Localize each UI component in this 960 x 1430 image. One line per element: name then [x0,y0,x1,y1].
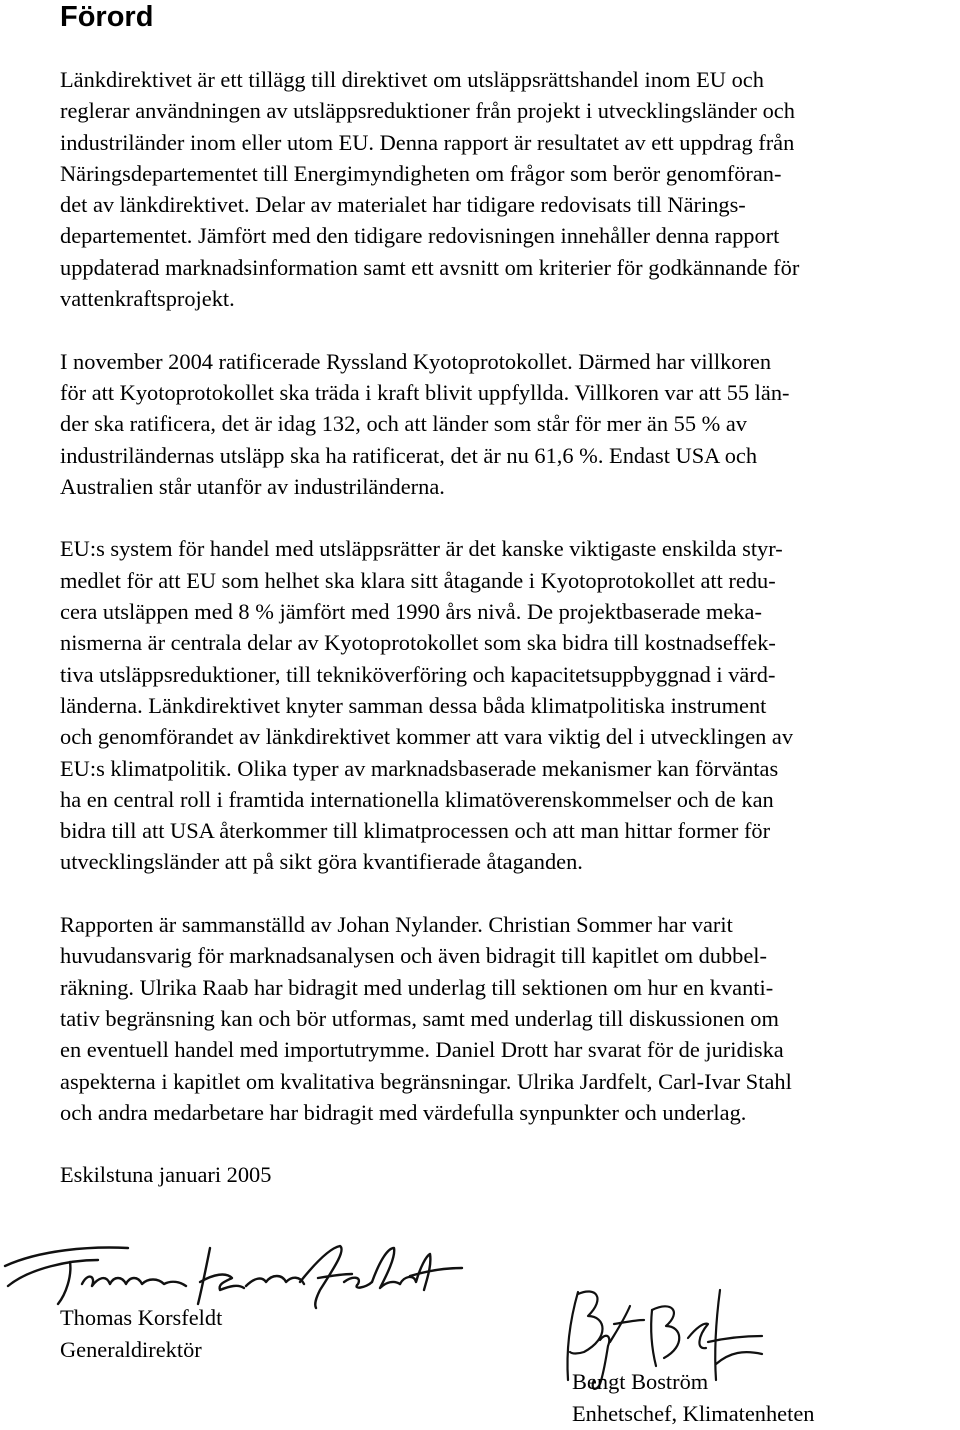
signatory-name: Thomas Korsfeldt [60,1305,223,1330]
text-line: cera utsläppen med 8 % jämfört med 1990 års nivå. De projektbaserade meka- [60,599,762,625]
text-line: bidra till att USA återkommer till klimatprocessen och att man hittar former för [60,818,771,844]
text-line: I november 2004 ratificerade Ryssland Kyotoprotokollet. Därmed har villkoren [60,348,772,374]
text-line: EU:s system för handel med utsläppsrätter är det kanske viktigaste enskilda styr- [60,536,783,562]
text-line: räkning. Ulrika Raab har bidragit med underlag till sektionen om hur en kvanti- [60,974,774,1000]
text-line: tiva utsläppsreduktioner, till tekniköverföring och kapacitetsuppbyggnad i värd- [60,661,776,687]
paragraph [60,346,960,502]
text-line: departementet. Jämfört med den tidigare redovisningen innehåller denna rapport [60,223,780,249]
text-line: EU:s klimatpolitik. Olika typer av marknadsbaserade mekanismer kan förväntas [60,755,779,781]
text-line: Eskilstuna januari 2005 [60,1162,272,1188]
text-line: huvudansvarig för marknadsanalysen och även bidragit till kapitlet om dubbel- [60,943,767,969]
text-line: medlet för att EU som helhet ska klara sitt åtagande i Kyotoprotokollet att redu- [60,567,776,593]
text-line: reglerar användningen av utsläppsreduktioner från projekt i utvecklingsländer och [60,98,795,124]
signatory-name: Bengt Boström [572,1369,709,1394]
text-line: en eventuell handel med importutrymme. Daniel Drott har svarat för de juridiska [60,1037,784,1063]
text-line: Länkdirektivet är ett tillägg till direktivet om utsläppsrättshandel inom EU och [60,67,764,92]
text-line: länderna. Länkdirektivet knyter samman dessa båda klimatpolitiska instrument [60,692,767,718]
text-line: industriländernas utsläpp ska ha ratificerat, det är nu 61,6 %. Endast USA och [60,442,758,468]
text-line: der ska ratificera, det är idag 132, och att länder som står för mer än 55 % av [60,411,747,437]
text-line: och andra medarbetare har bidragit med värdefulla synpunkter och underlag. [60,1099,747,1125]
text-line: och genomförandet av länkdirektivet kommer att vara viktig del i utvecklingen av [60,724,794,750]
text-line: utvecklingsländer att på sikt göra kvantifierade åtaganden. [60,849,583,875]
text-line: för att Kyotoprotokollet ska träda i kraft blivit uppfyllda. Villkoren var att 55 län- [60,379,790,405]
signatory-bostrom [572,1366,814,1430]
page-title: Förord [60,1,154,33]
text-line: tativ begränsning kan och bör utformas, samt med underlag till diskussionen om [60,1005,779,1031]
paragraph [60,64,960,314]
signatory-role: Enhetschef, Klimatenheten [572,1401,815,1426]
text-line: vattenkraftsprojekt. [60,286,235,312]
text-line: Rapporten är sammanställd av Johan Nylander. Christian Sommer har varit [60,912,733,938]
signatory-role: Generaldirektör [60,1337,202,1362]
paragraph [60,909,960,1128]
text-line: aspekterna i kapitlet om kvalitativa begränsningar. Ulrika Jardfelt, Carl-Ivar Stahl [60,1068,792,1094]
paragraph [60,533,960,877]
text-line: Australien står utanför av industriländerna. [60,473,445,499]
text-line: industriländer inom eller utom EU. Denna rapport är resultatet av ett uppdrag från [60,129,795,155]
body-text [60,64,960,1222]
text-line: Näringsdepartementet till Energimyndigheten om frågor som berör genomföran- [60,160,782,186]
text-line: nismerna är centrala delar av Kyotoprotokollet som ska bidra till kostnadseffek- [60,630,776,656]
signatory-korsfeldt [60,1302,222,1366]
signature-korsfeldt-image [0,1238,470,1310]
text-line: uppdaterad marknadsinformation samt ett avsnitt om kriterier för godkännande för [60,254,800,280]
paragraph [60,1159,960,1190]
text-line: ha en central roll i framtida internationella klimatöverenskommelser och de kan [60,786,774,812]
text-line: det av länkdirektivet. Delar av materialet har tidigare redovisats till Närings- [60,192,746,218]
